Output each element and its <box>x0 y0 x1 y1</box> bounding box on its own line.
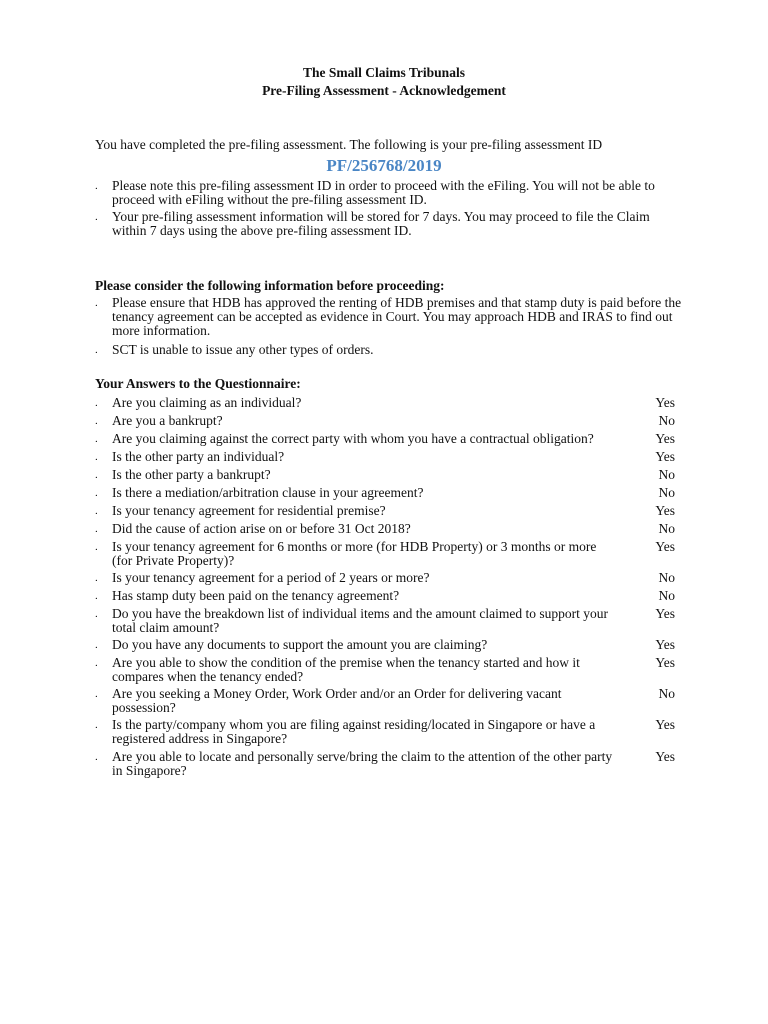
answer-value: Yes <box>655 503 675 518</box>
answer-value: No <box>658 485 675 500</box>
question-text: Are you claiming against the correct party with whom you have a contractual obligation? <box>112 431 594 446</box>
question-text: Is the party/company whom you are filing against residing/located in Singapore or have a registered address in Singapore? <box>112 717 596 746</box>
list-item: . SCT is unable to issue any other types of orders. <box>95 342 374 357</box>
answer-value: No <box>658 521 675 536</box>
question-row <box>95 589 675 607</box>
question-row <box>95 504 675 522</box>
assessment-id: PF/256768/2019 <box>326 156 442 175</box>
question-text: Are you able to show the condition of the premise when the tenancy started and how it compares when the tenancy ended? <box>112 655 580 684</box>
question-row <box>95 414 675 432</box>
question-text: Did the cause of action arise on or before 31 Oct 2018? <box>112 521 411 536</box>
bullet-icon: . <box>95 415 98 427</box>
answer-value: Yes <box>655 431 675 446</box>
bullet-icon: . <box>95 397 98 409</box>
bullet-icon: . <box>95 590 98 602</box>
question-text: Is the other party a bankrupt? <box>112 467 271 482</box>
bullet-icon: . <box>95 572 98 584</box>
bullet-icon: . <box>95 719 98 731</box>
consider-heading: Please consider the following information before proceeding: <box>95 278 445 293</box>
question-text: Are you claiming as an individual? <box>112 395 302 410</box>
question-row <box>95 638 675 656</box>
question-row <box>95 432 675 450</box>
question-text: Has stamp duty been paid on the tenancy agreement? <box>112 588 400 603</box>
bullet-icon: . <box>95 180 98 192</box>
answer-value: Yes <box>655 449 675 464</box>
questionnaire-heading: Your Answers to the Questionnaire: <box>95 376 301 391</box>
bullet-icon: . <box>95 505 98 517</box>
bullet-icon: . <box>95 541 98 553</box>
question-row <box>95 540 675 571</box>
question-text: Do you have any documents to support the amount you are claiming? <box>112 637 488 652</box>
answer-value: No <box>658 413 675 428</box>
question-row <box>95 607 675 638</box>
question-text: Are you a bankrupt? <box>112 413 223 428</box>
question-row <box>95 486 675 504</box>
question-text: Do you have the breakdown list of individual items and the amount claimed to support your total claim amount? <box>112 606 609 635</box>
bullet-icon: . <box>95 523 98 535</box>
question-row <box>95 396 675 414</box>
question-row <box>95 750 675 781</box>
bullet-icon: . <box>95 657 98 669</box>
question-text: Is your tenancy agreement for 6 months or more (for HDB Property) or 3 months or more (for Private Property)? <box>112 539 597 568</box>
answer-value: No <box>658 588 675 603</box>
bullet-icon: . <box>95 297 98 309</box>
document-title: The Small Claims Tribunals <box>303 65 465 80</box>
questionnaire-list <box>95 396 675 781</box>
question-row <box>95 687 675 718</box>
bullet-icon: . <box>95 211 98 223</box>
question-row <box>95 450 675 468</box>
question-text: Are you able to locate and personally serve/bring the claim to the attention of the other party in Singapore? <box>112 749 613 778</box>
question-text: Is your tenancy agreement for residential premise? <box>112 503 386 518</box>
notes-list <box>95 179 685 238</box>
answer-value: Yes <box>655 637 675 652</box>
question-text: Is your tenancy agreement for a period of 2 years or more? <box>112 570 430 585</box>
question-text: Are you seeking a Money Order, Work Order and/or an Order for delivering vacant possession? <box>112 686 562 715</box>
bullet-icon: . <box>95 688 98 700</box>
bullet-icon: . <box>95 451 98 463</box>
answer-value: Yes <box>655 395 675 410</box>
bullet-icon: . <box>95 608 98 620</box>
bullet-icon: . <box>95 469 98 481</box>
bullet-icon: . <box>95 487 98 499</box>
bullet-icon: . <box>95 433 98 445</box>
consider-list <box>95 296 685 357</box>
intro-text: You have completed the pre-filing assessment. The following is your pre-filing assessment ID <box>95 137 603 152</box>
question-text: Is the other party an individual? <box>112 449 285 464</box>
answer-value: Yes <box>655 749 675 764</box>
question-row <box>95 718 675 750</box>
answer-value: Yes <box>655 655 675 670</box>
document-subtitle: Pre-Filing Assessment - Acknowledgement <box>262 83 506 98</box>
answer-value: Yes <box>655 606 675 621</box>
question-row <box>95 468 675 486</box>
list-item: . Please note this pre-filing assessment ID in order to proceed with the eFiling. You will not be able to proceed with eFiling without the pre-filing assessment ID. <box>95 178 655 207</box>
bullet-icon: . <box>95 751 98 763</box>
question-row <box>95 522 675 540</box>
list-item: . Your pre-filing assessment information will be stored for 7 days. You may proceed to file the Claim within 7 days using the above pre-filing assessment ID. <box>95 209 650 238</box>
answer-value: No <box>658 570 675 585</box>
question-row <box>95 571 675 589</box>
answer-value: Yes <box>655 717 675 732</box>
answer-value: No <box>658 467 675 482</box>
bullet-icon: . <box>95 639 98 651</box>
answer-value: No <box>658 686 675 701</box>
list-item: . Please ensure that HDB has approved the renting of HDB premises and that stamp duty is paid before the tenancy agreement can be accepted as evidence in Court. You may approach HDB and IRAS to find out more information. <box>95 295 682 338</box>
answer-value: Yes <box>655 539 675 554</box>
question-row <box>95 656 675 687</box>
bullet-icon: . <box>95 344 98 356</box>
question-text: Is there a mediation/arbitration clause in your agreement? <box>112 485 424 500</box>
